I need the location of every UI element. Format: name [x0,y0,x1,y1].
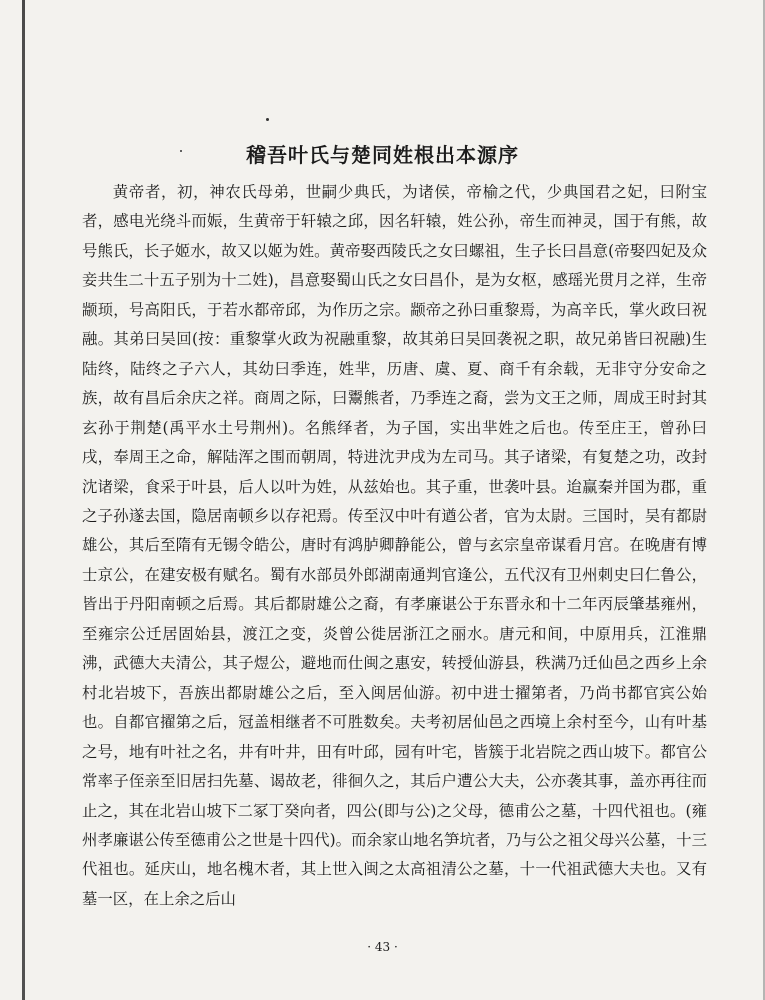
scan-speck [266,118,269,121]
page-number: · 43 · [367,940,398,954]
body-paragraph: 黄帝者，初，神农氏母弟，世嗣少典氏，为诸侯，帝榆之代，少典国君之妃，曰附宝者，感电光绕斗而娠，生黄帝于轩辕之邱，因名轩辕，姓公孙，帝生而神灵，国于有熊，故号熊氏，长子姬水，故又以姬为姓。黄帝娶西陵氏之女曰螺祖，生子长曰昌意(帝娶四妃及众妾共生二十五子别为十二姓)，昌意娶蜀山氏之女曰昌仆，是为女枢，感瑶光贯月之祥，生帝颛顼，号高阳氏，于若水都帝邱，为作历之宗。颛帝之孙曰重黎焉，为高辛氏，掌火政曰祝融。其弟曰吴回(按：重黎掌火政为祝融重黎，故其弟曰吴回袭祝之职，故兄弟皆曰祝融)生陆终，陆终之子六人，其幼曰季连，姓芈，历唐、虞、夏、商千有余载，无非守分安命之族，故有昌后余庆之祥。商周之际，曰鬻熊者，乃季连之裔，尝为文王之师，周成王时封其玄孙于荆楚(禹平水土号荆州)。名熊绎者，为子国，实出芈姓之后也。传至庄王，曾孙曰戌，奉周王之命，解陆浑之围而朝周，特进沈尹戌为左司马。其子诸梁，有复楚之功，改封沈诸梁，食采于叶县，后人以叶为姓，从兹始也。其子重，世袭叶县。迨赢秦并国为郡，重之子孙遂去国，隐居南顿乡以存祀焉。传至汉中叶有遒公者，官为太尉。三国时，吴有都尉雄公，其后至隋有无锡令皓公，唐时有鸿胪卿静能公，曾与玄宗皇帝谋看月宫。在晚唐有博士京公，在建安极有赋名。蜀有水部员外郎湖南通判官逢公，五代汉有卫州刺史曰仁鲁公，皆出于丹阳南顿之后焉。其后都尉雄公之裔，有孝廉谌公于东晋永和十二年丙辰肇基雍州，至雍宗公迁居固始县，渡江之变，炎曾公徙居浙江之丽水。唐元和间，中原用兵，江淮鼎沸，武德大夫清公，其子煜公，避地而仕闽之惠安，转授仙游县，秩满乃迁仙邑之西乡上余村北岩坡下，吾族出都尉雄公之后，至入闽居仙游。初中进士擢第者，乃尚书都官宾公始也。自都官擢第之后，冠盖相继者不可胜数矣。夫考初居仙邑之西境上余村至今，山有叶基之号，地有叶社之名，井有叶井，田有叶邱，园有叶宅，皆簇于北岩院之西山坡下。都官公常率子侄亲至旧居扫先墓、谒故老，徘徊久之，其后户遭公大夫，公亦袭其事，盖亦再往而止之，其在北岩山坡下二冢丁癸向者，四公(即与公)之父母，德甫公之墓，十四代祖也。(雍州孝廉谌公传至德甫公之世是十四代)。而余家山地名笋坑者，乃与公之祖父母兴公墓，十三代祖也。延庆山，地名槐木者，其上世入闽之太高祖清公之墓，十一代祖武德大夫也。又有墓一区，在上余之后山 [82,183,707,908]
body-text [82,178,707,914]
page-title: 稽吾叶氏与楚同姓根出本源序 [246,143,519,168]
